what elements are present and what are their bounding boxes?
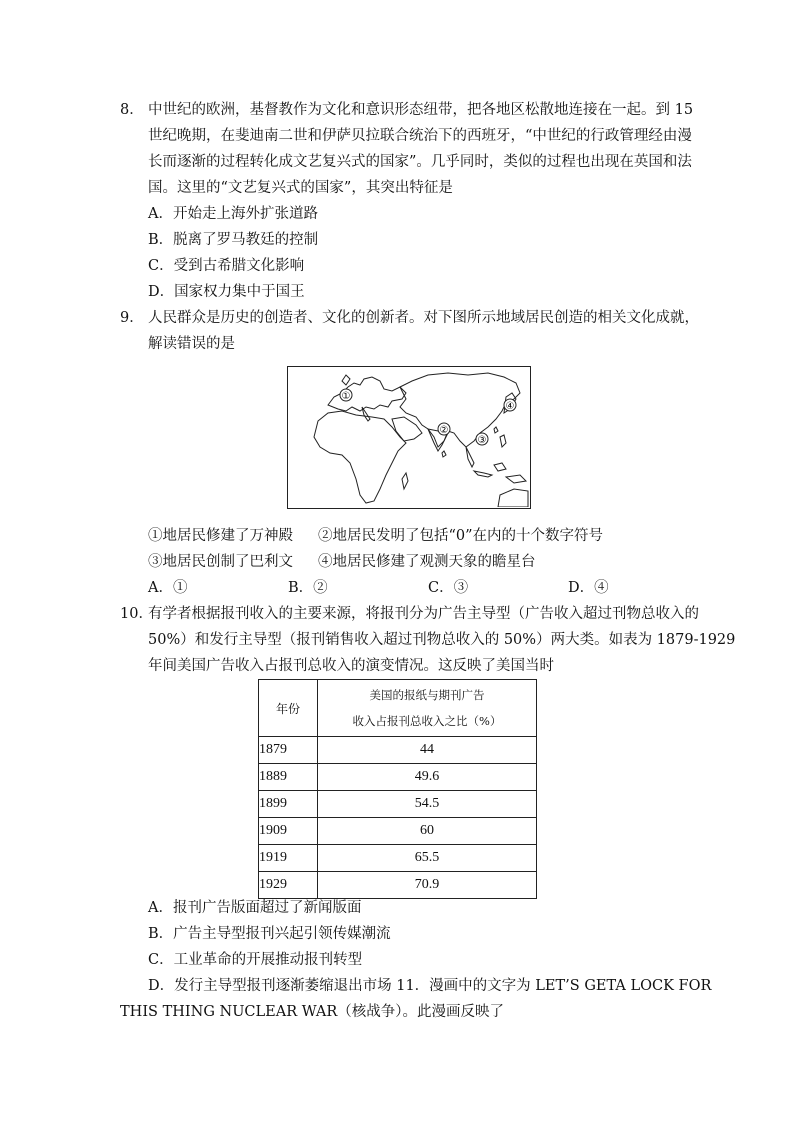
world-map	[287, 366, 531, 509]
row-value: 54.5	[318, 791, 537, 818]
q9-statement-3: ③地居民创制了巴利文	[148, 554, 293, 570]
q8-stem-line-4: 国。这里的“文艺复兴式的国家”，其突出特征是	[148, 180, 453, 196]
q9-statement-1: ①地居民修建了万神殿	[148, 528, 293, 544]
table-row	[259, 845, 537, 872]
q11-stem-line: THIS THING NUCLEAR WAR（核战争）。此漫画反映了	[120, 1004, 505, 1020]
q10-option-b: B．广告主导型报刊兴起引领传媒潮流	[148, 926, 391, 942]
table-row	[259, 791, 537, 818]
row-year: 1909	[259, 818, 318, 845]
q8-option-b: B．脱离了罗马教廷的控制	[148, 232, 319, 248]
table-row	[259, 737, 537, 764]
q10-option-c: C．工业革命的开展推动报刊转型	[148, 952, 363, 968]
table-row	[259, 872, 537, 899]
q10-stem-line-3: 年间美国广告收入占报刊总收入的演变情况。这反映了美国当时	[148, 658, 554, 674]
q9-stem-line-2: 解读错误的是	[148, 336, 235, 352]
table-row	[259, 764, 537, 791]
q8-number: 8．	[120, 102, 144, 118]
table-row	[259, 818, 537, 845]
row-value: 70.9	[318, 872, 537, 899]
row-year: 1929	[259, 872, 318, 899]
header-year: 年份	[259, 680, 318, 737]
marker-3-label: ③	[477, 435, 487, 446]
marker-4-label: ④	[505, 401, 515, 412]
q8-option-a: A．开始走上海外扩张道路	[148, 206, 318, 222]
africa-outline	[314, 411, 406, 503]
row-value: 44	[318, 737, 537, 764]
row-year: 1919	[259, 845, 318, 872]
world-map-drawing	[288, 367, 529, 507]
table-header-row	[259, 680, 537, 737]
q8-stem-line-1: 中世纪的欧洲，基督教作为文化和意识形态纽带，把各地区松散地连接在一起。到 15	[148, 102, 694, 118]
header-ratio-line-2: 收入占报刊总收入之比（%）	[352, 714, 502, 728]
q9-option-b: B．②	[288, 580, 328, 596]
q8-stem-line-3: 长而逐渐的过程转化成文艺复兴式的国家”。几乎同时，类似的过程也出现在英国和法	[148, 154, 692, 170]
row-year: 1899	[259, 791, 318, 818]
row-value: 49.6	[318, 764, 537, 791]
row-value: 60	[318, 818, 537, 845]
q9-option-d: D．④	[568, 580, 609, 596]
row-year: 1879	[259, 737, 318, 764]
marker-2-label: ②	[439, 425, 449, 436]
header-ratio	[318, 680, 537, 737]
q10-option-a: A．报刊广告版面超过了新闻版面	[148, 900, 362, 916]
row-value: 65.5	[318, 845, 537, 872]
q10-option-d-and-q11-start: D．发行主导型报刊逐渐萎缩退出市场 11．漫画中的文字为 LET’S GETA LOCK FOR	[148, 978, 712, 994]
q9-number: 9．	[120, 310, 144, 326]
marker-1-label: ①	[341, 391, 351, 402]
q9-statement-2: ②地居民发明了包括“0”在内的十个数字符号	[318, 528, 604, 544]
row-year: 1889	[259, 764, 318, 791]
q10-number: 10．	[120, 606, 153, 622]
q10-stem-line-2: 50%）和发行主导型（报刊销售收入超过刊物总收入的 50%）两大类。如表为 1879-1929	[148, 632, 736, 648]
q9-option-c: C．③	[428, 580, 469, 596]
q8-stem-line-2: 世纪晚期，在斐迪南二世和伊萨贝拉联合统治下的西班牙，“中世纪的行政管理经由漫	[148, 128, 692, 144]
q9-statement-4: ④地居民修建了观测天象的瞻星台	[318, 554, 536, 570]
header-ratio-line-1: 美国的报纸与期刊广告	[369, 688, 485, 702]
q9-stem-line-1: 人民群众是历史的创造者、文化的创新者。对下图所示地域居民创造的相关文化成就，	[148, 310, 699, 326]
q8-option-c: C．受到古希腊文化影响	[148, 258, 305, 274]
q10-stem-line-1: 有学者根据报刊收入的主要来源，将报刊分为广告主导型（广告收入超过刊物总收入的	[148, 606, 699, 622]
q9-option-a: A．①	[148, 580, 188, 596]
ad-revenue-table	[258, 679, 537, 899]
q8-option-d: D．国家权力集中于国王	[148, 284, 305, 300]
